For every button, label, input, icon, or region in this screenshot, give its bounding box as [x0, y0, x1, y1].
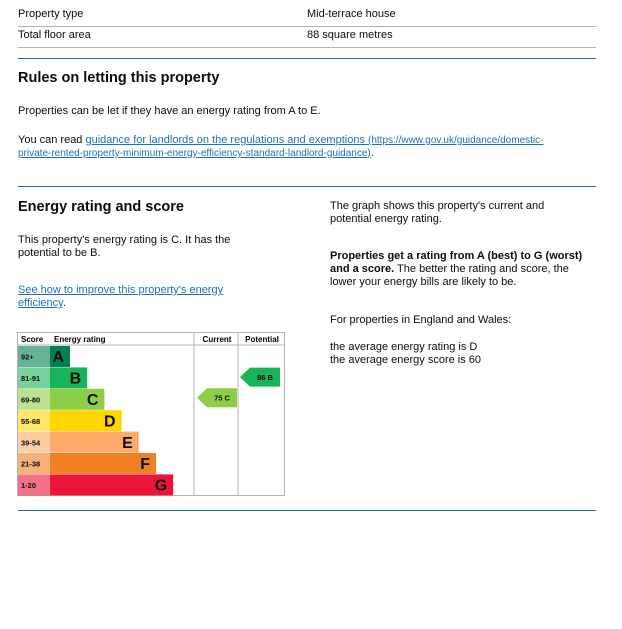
region-text: For properties in England and Wales: — [330, 314, 512, 326]
guidance-link[interactable] — [18, 134, 543, 159]
rating-heading: Energy rating and score — [18, 199, 184, 215]
rating-band-b — [18, 367, 87, 388]
score-label: 69-80 — [21, 395, 41, 405]
rules-text: Properties can be let if they have an energy rating from A to E. — [18, 105, 321, 117]
rating-explanation — [330, 250, 582, 289]
band-letter: G — [154, 477, 168, 495]
band-letter: C — [86, 392, 99, 409]
rating-band-f — [18, 453, 156, 474]
band-letter: B — [69, 370, 82, 388]
improve-suffix: . — [62, 297, 66, 309]
rating-explanation-normal3: lower your energy bills are likely to be. — [330, 276, 517, 288]
score-label: 1-20 — [21, 481, 37, 491]
rating-explanation-bold2: and a score. — [330, 263, 395, 275]
graph-intro — [330, 200, 544, 226]
score-label: 81-91 — [21, 374, 41, 384]
rating-band-e — [18, 432, 139, 453]
band-letter: A — [52, 349, 64, 367]
rating-band-c — [18, 389, 104, 410]
score-label: 39-54 — [21, 438, 41, 448]
band-letter: F — [140, 456, 150, 474]
improve-link[interactable] — [18, 284, 223, 309]
guidance-suffix: . — [370, 147, 374, 159]
header-energy-rating: Energy rating — [54, 335, 106, 344]
rating-band-d — [18, 410, 122, 431]
summary-key: Total floor area — [18, 29, 91, 41]
rating-text — [18, 234, 230, 260]
section-divider — [18, 510, 596, 511]
section-divider — [18, 58, 596, 59]
summary-key: Property type — [18, 8, 84, 20]
current-rating-arrow — [197, 388, 237, 407]
potential-rating-arrow — [240, 368, 280, 387]
summary-row-property-type — [18, 4, 596, 27]
summary-row-floor-area — [18, 25, 596, 48]
average-score: the average energy score is 60 — [330, 354, 482, 366]
rating-explanation-bold1: Properties get a rating from A (best) to G (worst) — [330, 250, 583, 262]
average-rating: the average energy rating is D — [330, 341, 478, 353]
header-potential: Potential — [245, 335, 279, 344]
rating-band-a — [18, 346, 70, 367]
rules-heading: Rules on letting this property — [18, 70, 220, 86]
score-label: 92+ — [21, 352, 34, 362]
rating-text-line1: This property's energy rating is C. It has the — [18, 234, 231, 246]
energy-rating-chart — [17, 332, 285, 496]
guidance-paragraph — [18, 134, 598, 160]
score-label: 55-68 — [21, 416, 41, 426]
guidance-link-text: guidance for landlords on the regulations and exemptions — [85, 134, 365, 146]
band-letter: D — [104, 413, 116, 431]
guidance-prefix: You can read — [18, 134, 86, 146]
rating-explanation-normal2: The better the rating and score, the — [394, 263, 569, 275]
average-text — [330, 341, 481, 367]
guidance-url-line2: private-rented-property-minimum-energy-efficiency-standard-landlord-guidance) — [18, 148, 371, 159]
header-score: Score — [21, 335, 44, 344]
header-current: Current — [202, 335, 232, 344]
chart-bands — [18, 346, 173, 495]
summary-value: Mid-terrace house — [307, 8, 396, 20]
rating-text-line2: potential to be B. — [18, 247, 101, 259]
graph-intro-line1: The graph shows this property's current and — [330, 200, 545, 212]
potential-rating-arrow-label: 86 B — [257, 373, 273, 383]
section-divider — [18, 186, 596, 187]
rating-band-g — [18, 474, 173, 495]
improve-link-line2: efficiency — [18, 297, 63, 309]
score-label: 21-38 — [21, 459, 41, 469]
band-bar — [50, 367, 87, 388]
improve-link-line1: See how to improve this property's energy — [18, 284, 224, 296]
guidance-url-line1: (https://www.gov.uk/guidance/domestic- — [368, 135, 544, 146]
graph-intro-line2: potential energy rating. — [330, 213, 442, 225]
band-letter: E — [122, 434, 133, 452]
summary-value: 88 square metres — [307, 29, 393, 41]
current-rating-arrow-label: 75 C — [214, 393, 230, 403]
improve-paragraph — [18, 284, 223, 310]
